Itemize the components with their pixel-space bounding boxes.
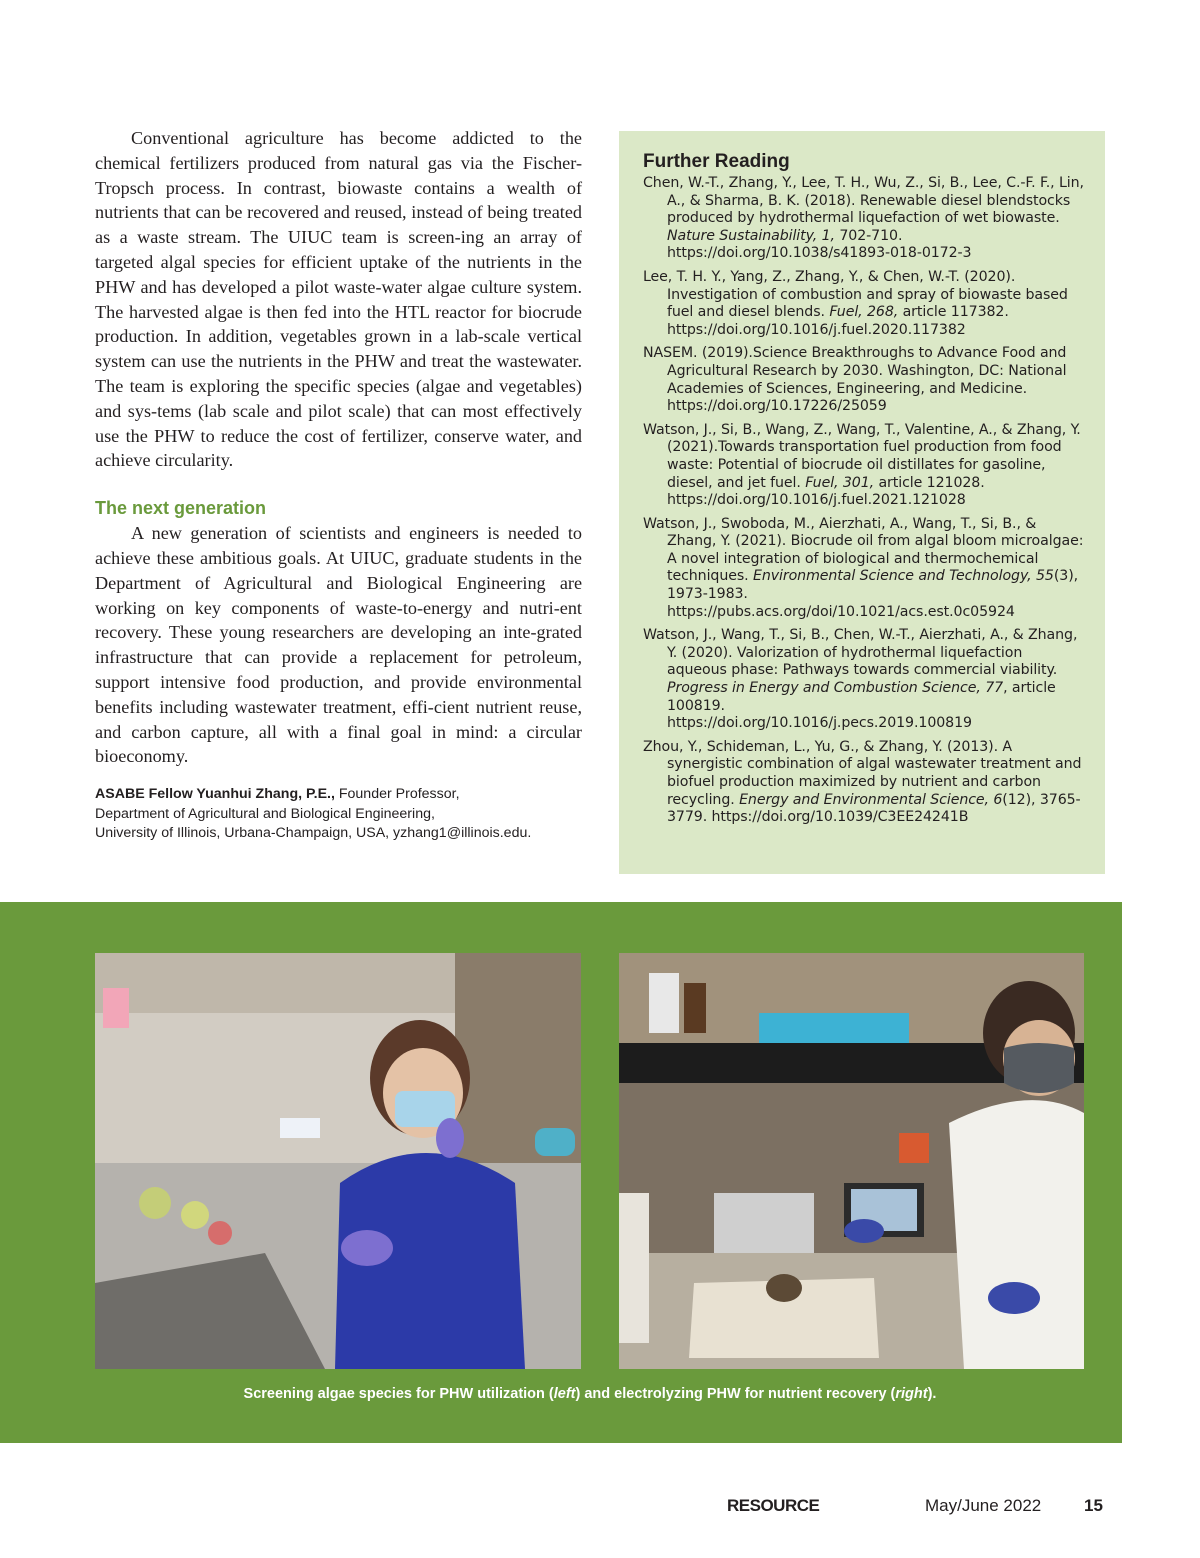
reference-doi-link[interactable]: https://pubs.acs.org/doi/10.1021/acs.est.0c05924: [667, 603, 1015, 620]
reference-item: Chen, W.-T., Zhang, Y., Lee, T. H., Wu, Z., Si, B., Lee, C.-F. F., Lin, A., & Sharma, B. K. (2018). Renewable diesel blendstocks produced by hydrothermal liquefaction of wet biowaste. Nature Sustainability, 1, 702-710. https://doi.org/10.1038/s41893-018-0172-3: [643, 175, 1084, 262]
issue-date: May/June 2022: [925, 1496, 1042, 1515]
photo-right-illustration: [619, 953, 1084, 1369]
reference-item: Zhou, Y., Schideman, L., Yu, G., & Zhang, Y. (2013). A synergistic combination of algal wastewater treatment and biofuel production maximized by nutrient and carbon recycling. Energy and Environmental Science, 6(12), 3765-3779. https://doi.org/10.1039/C3EE24241B: [643, 738, 1082, 826]
photo-right-electrolysis: [619, 953, 1084, 1369]
paragraph-2: A new generation of scientists and engineers is needed to achieve these ambitious goals. At UIUC, graduate students in the Department of Agricultural and Biological Engineering are working on key components of waste-to-energy and nutri-ent recovery. These young researchers are developing an inte-grated infrastructure that can provide a replacement for petroleum, support intensive food production, and provide environmental benefits including wastewater treatment, effi-cient nutrient reuse, and carbon capture, all with a final goal in mind: a circular bioeconomy.: [95, 523, 583, 767]
photo-left-algae-screening: [95, 953, 581, 1369]
reference-doi-link[interactable]: https://doi.org/10.1016/j.pecs.2019.100819: [667, 715, 972, 732]
photo-band: [0, 902, 1122, 1443]
photo-left-illustration: [95, 953, 581, 1369]
article-column: [95, 126, 582, 844]
reference-doi-link[interactable]: https://doi.org/10.1038/s41893-018-0172-3: [667, 245, 972, 262]
author-bio: ASABE Fellow Yuanhui Zhang, P.E., Founder Professor, Department of Agricultural and Biological Engineering, University of Illinois, Urbana-Champaign, USA, yzhang1@illinois.edu.: [95, 786, 532, 842]
page-number: 15: [1084, 1496, 1103, 1515]
photo-caption: Screening algae species for PHW utilization (left) and electrolyzing PHW for nutrient recovery (right).: [243, 1386, 937, 1402]
paragraph-1: Conventional agriculture has become addicted to the chemical fertilizers produced from natural gas via the Fischer-Tropsch process. In contrast, biowaste contains a wealth of nutrients that can be recovered and reused, instead of being treated as a waste stream. The UIUC team is screen-ing an array of targeted algal species for efficient uptake of the nutrients in the PHW and has developed a pilot waste-water algae culture system. The harvested algae is then fed into the HTL reactor for biocrude production. In addition, vegetables grown in a lab-scale vertical system can use the nutrients in the PHW and treat the wastewater. The team is exploring the specific species (algae and vegetables) and sys-tems (lab scale and pilot scale) that can most effectively use the PHW to reduce the cost of fertilizer, conserve water, and achieve circularity.: [95, 128, 583, 471]
reference-doi-link[interactable]: https://doi.org/10.1016/j.fuel.2020.117382: [667, 321, 966, 338]
reference-list: [643, 175, 1085, 827]
reference-item: NASEM. (2019).Science Breakthroughs to Advance Food and Agricultural Research by 2030. Washington, DC: National Academies of Sciences, Engineering, and Medicine. https://doi.org/10.17226/25059: [643, 345, 1067, 415]
magazine-name: RESOURCE: [727, 1496, 820, 1515]
reference-item: Watson, J., Si, B., Wang, Z., Wang, T., Valentine, A., & Zhang, Y. (2021).Towards transportation fuel production from food waste: Potential of biocrude oil distillates for gasoline, diesel, and jet fuel. Fuel, 301, article 121028. https://doi.org/10.1016/j.fuel.2021.121028: [643, 421, 1081, 509]
author-name: ASABE Fellow Yuanhui Zhang, P.E.,: [95, 786, 335, 803]
reference-item: Watson, J., Swoboda, M., Aierzhati, A., Wang, T., Si, B., & Zhang, Y. (2021). Biocrude oil from algal bloom microalgae: A novel integration of biological and thermochemical techniques. Environmental Science and Technology, 55(3), 1973-1983. https://pubs.acs.org/doi/10.1021/acs.est.0c05924: [643, 515, 1084, 620]
page-footer: [0, 1496, 1200, 1526]
reference-item: Lee, T. H. Y., Yang, Z., Zhang, Y., & Chen, W.-T. (2020). Investigation of combustion and spray of biowaste based fuel and diesel blends. Fuel, 268, article 117382. https://doi.org/10.1016/j.fuel.2020.117382: [643, 269, 1085, 339]
reference-item: Watson, J., Wang, T., Si, B., Chen, W.-T., Aierzhati, A., & Zhang, Y. (2020). Valorization of hydrothermal liquefaction aqueous phase: Pathways towards commercial viability. Progress in Energy and Combustion Science, 77, article 100819. https://doi.org/10.1016/j.pecs.2019.100819: [643, 627, 1085, 733]
sidebar-title: Further Reading: [643, 151, 790, 172]
further-reading-sidebar: [619, 131, 1105, 874]
section-heading: The next generation: [95, 498, 267, 519]
